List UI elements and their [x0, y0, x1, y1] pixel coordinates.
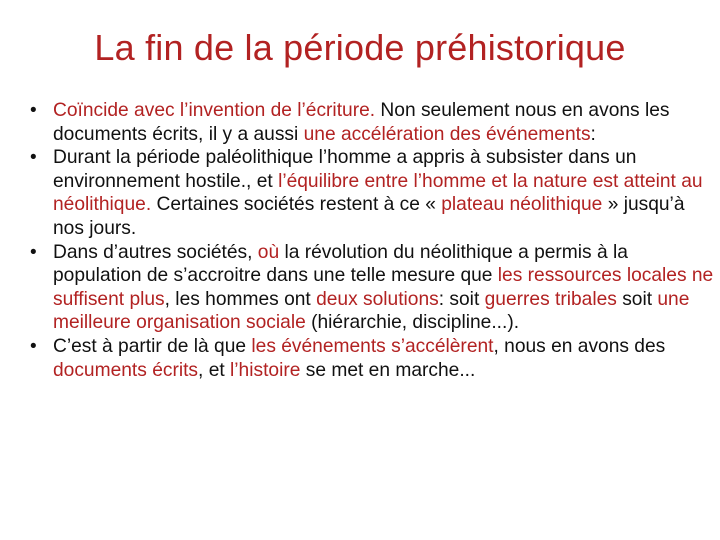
bullet-dot-icon: •: [30, 241, 37, 263]
highlight-text: les événements s’accélèrent: [251, 335, 494, 357]
body-text: , et: [198, 359, 231, 381]
highlight-text: où: [257, 241, 280, 263]
body-text: se met en marche...: [300, 359, 476, 381]
highlight-text: une meilleure organisation sociale: [53, 288, 690, 334]
highlight-text: deux solutions: [316, 288, 439, 310]
body-text: :: [590, 123, 596, 145]
bullet-item: [30, 146, 714, 240]
highlight-text: documents écrits: [53, 359, 199, 381]
highlight-text: l’histoire: [230, 359, 301, 381]
bullet-item: [30, 335, 714, 382]
body-text: C’est à partir de là que: [53, 335, 252, 357]
highlight-text: Coïncide avec l’invention de l’écriture.: [53, 100, 376, 121]
body-text: : soit: [438, 288, 485, 310]
body-text: » jusqu’à nos jours.: [53, 194, 685, 239]
bullet-item: [30, 99, 714, 146]
highlight-text: guerres tribales: [484, 288, 617, 310]
body-text: la révolution du néolithique a permis à la population de s’accroitre dans une telle mesure que: [53, 241, 628, 287]
bullet-item: [30, 241, 714, 335]
body-text: , les hommes ont: [164, 288, 317, 310]
highlight-text: les ressources locales ne suffisent plus: [53, 265, 714, 310]
body-text: Dans d’autres sociétés,: [53, 241, 258, 263]
body-text: , nous en avons des: [493, 335, 666, 357]
bullet-dot-icon: •: [30, 335, 37, 357]
slide-title: La fin de la période préhistorique: [94, 27, 626, 68]
body-text: Certaines sociétés restent à ce «: [151, 194, 442, 216]
body-text: (hiérarchie, discipline...).: [305, 312, 520, 334]
bullet-list: [30, 99, 714, 382]
bullet-dot-icon: •: [30, 147, 37, 169]
body-text: Non seulement nous en avons les documents écrits, il y a aussi: [53, 100, 670, 145]
body-text: soit: [616, 288, 658, 310]
bullet-dot-icon: •: [30, 100, 37, 121]
highlight-text: plateau néolithique: [441, 194, 603, 216]
highlight-text: une accélération des événements: [303, 123, 591, 145]
body-text: Durant la période paléolithique l’homme a appris à subsister dans un environnement hostile., et: [53, 147, 637, 192]
highlight-text: l’équilibre entre l’homme et la nature est atteint au néolithique.: [53, 170, 703, 216]
